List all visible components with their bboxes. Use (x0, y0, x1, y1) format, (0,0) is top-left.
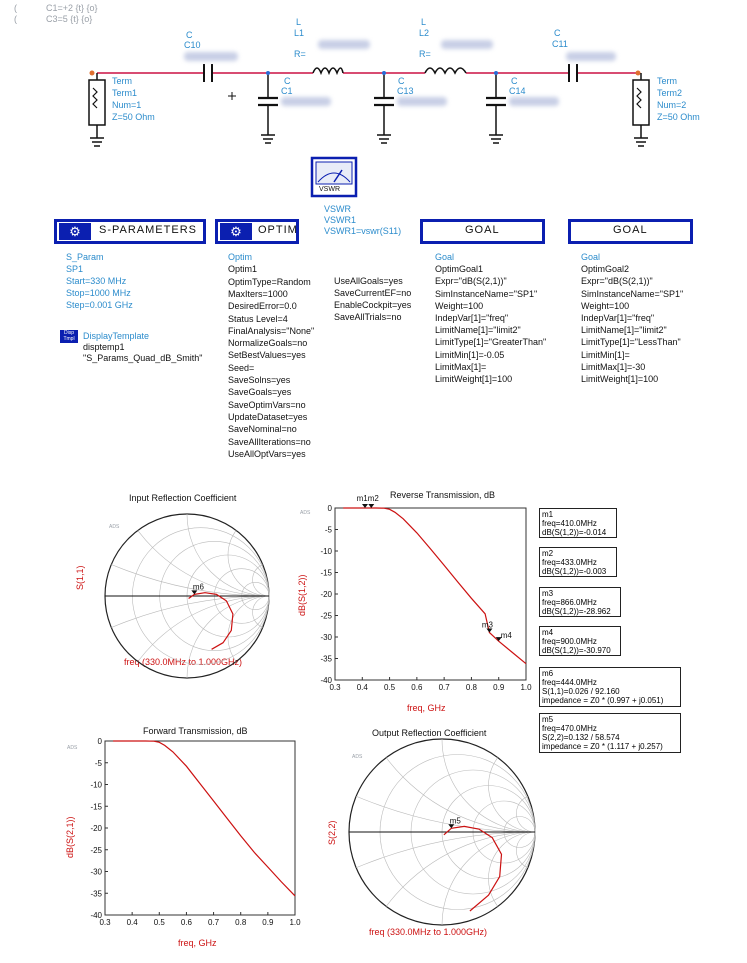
output-smith-marker-label: m5 (449, 816, 461, 826)
goal1-line-4: Weight=100 (435, 300, 484, 311)
l2-type: L (421, 17, 427, 27)
marker-box-m6[interactable]: m6 freq=444.0MHz S(1,1)=0.026 / 92.160 impedance = Z0 * (0.997 + j0.051) (539, 667, 681, 707)
forward-ytick-7: -35 (90, 889, 102, 899)
forward-xtick-1: 0.4 (126, 918, 138, 927)
goal1-line-6: LimitName[1]="limit2" (435, 325, 521, 336)
reverse-xtick-7: 1.0 (520, 683, 532, 692)
input-smith-xlabel: freq (330.0MHz to 1.000GHz) (124, 657, 243, 667)
forward-title: Forward Transmission, dB (143, 726, 248, 736)
c13-name: C13 (397, 86, 414, 96)
optim-line-0: Optim (228, 252, 253, 262)
optim2-line-3: SaveAllTrials=no (334, 312, 402, 322)
output-smith-ads: ADS (352, 754, 363, 760)
output-smith-title: Output Reflection Coefficient (372, 728, 487, 738)
reverse-ytick-4: -20 (320, 590, 332, 599)
reverse-ytick-8: -40 (320, 676, 332, 685)
sparam-line-0: S_Param (66, 252, 104, 262)
goal2-line-7: LimitType[1]="LessThan" (581, 337, 681, 348)
c10-name: C10 (184, 40, 201, 50)
forward-ytick-2: -10 (90, 780, 102, 790)
forward-ytick-1: -5 (94, 758, 102, 768)
input-smith-title: Input Reflection Coefficient (129, 493, 237, 503)
reverse-frame (335, 508, 526, 680)
goal2-label: GOAL (613, 224, 648, 236)
input-smith-x-arc-3-1 (228, 596, 310, 678)
c14-type: C (511, 76, 518, 86)
reverse-xtick-1: 0.4 (356, 683, 368, 692)
reverse-ytick-1: -5 (324, 525, 332, 535)
optim-line-12: SaveOptimVars=no (228, 399, 306, 410)
forward-ytick-3: -15 (90, 802, 102, 812)
goal2-line-9: LimitMax[1]=-30 (581, 361, 646, 372)
reverse-xtick-5: 0.8 (465, 683, 477, 692)
reverse-xtick-0: 0.3 (329, 683, 341, 692)
c1-type: C (284, 76, 291, 86)
reverse-xtick-6: 0.9 (493, 683, 505, 692)
goal2-line-3: SimInstanceName="SP1" (581, 288, 684, 299)
goal2-line-6: LimitName[1]="limit2" (581, 325, 667, 336)
output-smith-x-arc-2-1 (442, 832, 628, 963)
l1-r: R= (294, 49, 306, 59)
goal2-line-8: LimitMin[1]= (581, 349, 630, 360)
optim2-line-0: UseAllGoals=yes (334, 276, 403, 286)
marker-box-m2[interactable]: m2 freq=433.0MHz dB(S(1,2))=-0.003 (539, 547, 617, 577)
reverse-ylabel: dB(S(1,2)) (297, 574, 307, 616)
forward-xtick-4: 0.7 (208, 918, 220, 927)
marker-m1m2-label: m1m2 (356, 494, 379, 503)
marker-m4-label: m4 (500, 631, 512, 641)
goal2-line-2: Expr="dB(S(2,1))" (581, 276, 653, 287)
sparam-label: S-PARAMETERS (99, 224, 197, 236)
output-smith-x-arc-1-1 (349, 832, 721, 963)
optim-line-9: Seed= (228, 362, 255, 373)
var-marker-2: ( (14, 14, 17, 24)
forward-xtick-5: 0.8 (235, 918, 247, 927)
optim-line-11: SaveGoals=yes (228, 387, 292, 398)
reverse-xtick-4: 0.7 (438, 683, 450, 692)
var-eq-1: C1=+2 {t} {o} (46, 3, 98, 13)
c13-type: C (398, 76, 405, 86)
forward-ytick-6: -30 (90, 867, 102, 877)
reverse-ytick-7: -35 (320, 654, 332, 664)
term1-num: Num=1 (112, 100, 142, 110)
output-smith-xlabel: freq (330.0MHz to 1.000GHz) (369, 927, 488, 937)
input-smith-marker-label: m6 (192, 582, 204, 592)
reverse-ytick-0: 0 (327, 504, 332, 513)
optim2-line-2: EnableCockpit=yes (334, 300, 412, 310)
goal1-label: GOAL (465, 224, 500, 236)
c11-type: C (554, 28, 561, 38)
c14-name: C14 (509, 86, 526, 96)
forward-ads: ADS (67, 745, 78, 751)
term2-name: Term2 (657, 88, 683, 98)
term1-name: Term1 (112, 88, 138, 98)
optim-line-4: DesiredError=0.0 (228, 301, 297, 312)
reverse-xtick-2: 0.5 (384, 683, 396, 692)
reverse-ytick-2: -10 (320, 547, 332, 556)
c10-type: C (186, 30, 193, 40)
goal1-line-2: Expr="dB(S(2,1))" (435, 276, 507, 287)
optim-line-13: UpdateDataset=yes (228, 411, 308, 422)
vswr-title: VSWR (324, 204, 351, 214)
l2-name: L2 (419, 28, 430, 38)
forward-xtick-3: 0.6 (180, 918, 192, 927)
reverse-ads: ADS (300, 510, 311, 516)
input-smith-ads: ADS (109, 524, 120, 530)
goal1-line-7: LimitType[1]="GreaterThan" (435, 337, 547, 348)
optim-line-14: SaveNominal=no (228, 424, 297, 435)
optim-line-10: SaveSolns=yes (228, 375, 291, 385)
output-smith-x-arc-3-1 (489, 832, 582, 925)
output-smith-ylabel: S(2,2) (327, 820, 337, 845)
optim-line-1: Optim1 (228, 264, 258, 275)
reverse-ytick-5: -25 (320, 611, 332, 621)
output-smith-x-arc-0-1 (70, 832, 747, 963)
term1-z: Z=50 Ohm (112, 112, 155, 122)
var-eq-2: C3=5 {t} {o} (46, 14, 93, 24)
optim-line-7: NormalizeGoals=no (228, 338, 308, 349)
term2-z: Z=50 Ohm (657, 112, 700, 122)
gear-icon: ⚙ (220, 223, 252, 240)
goal1-line-5: IndepVar[1]="freq" (435, 313, 509, 323)
display-line-0: DisplayTemplate (83, 331, 150, 341)
optim-line-3: MaxIters=1000 (228, 288, 288, 299)
optim-line-5: Status Level=4 (228, 313, 288, 324)
input-smith-ylabel: S(1,1) (75, 565, 85, 590)
marker-box-m4[interactable]: m4 freq=900.0MHz dB(S(1,2))=-30.970 (539, 626, 621, 656)
forward-ytick-4: -20 (90, 824, 102, 833)
vswr-expr: VSWR1=vswr(S11) (324, 226, 402, 236)
term2-num: Num=2 (657, 100, 687, 110)
forward-xtick-6: 0.9 (262, 918, 274, 927)
display-line-1: disptemp1 (83, 342, 125, 352)
display-template-icon[interactable]: Disp Tmpl (60, 330, 78, 343)
vswr-name: VSWR1 (324, 215, 357, 225)
c1-name: C1 (281, 86, 293, 96)
goal1-line-9: LimitMax[1]= (435, 361, 487, 372)
sparam-line-2: Start=330 MHz (66, 276, 127, 286)
var-marker-1: ( (14, 3, 17, 13)
goal2-line-1: OptimGoal2 (581, 264, 630, 275)
l1-name: L1 (294, 28, 305, 38)
output-smith-x-arc-0-0 (70, 0, 747, 832)
l1-type: L (296, 17, 302, 27)
optim-line-15: SaveAllIterations=no (228, 436, 311, 447)
goal2-line-4: Weight=100 (581, 300, 630, 311)
reverse-ytick-6: -30 (320, 633, 332, 642)
marker-m3-label: m3 (481, 620, 493, 630)
sparam-line-1: SP1 (66, 264, 84, 274)
goal2-line-0: Goal (581, 252, 601, 262)
gear-icon: ⚙ (59, 223, 91, 240)
goal2-line-10: LimitWeight[1]=100 (581, 374, 659, 384)
forward-series-line (113, 741, 295, 896)
reverse-xlabel: freq, GHz (407, 703, 446, 713)
l2-r: R= (419, 49, 431, 59)
forward-xtick-2: 0.5 (153, 918, 165, 927)
forward-xlabel: freq, GHz (178, 938, 217, 948)
vswr-icon-label: VSWR (319, 186, 340, 193)
reverse-xtick-3: 0.6 (411, 683, 423, 692)
forward-ytick-0: 0 (97, 737, 102, 746)
input-smith-x-arc-1-0 (105, 268, 433, 596)
optim-line-2: OptimType=Random (228, 276, 311, 287)
forward-ylabel: dB(S(2,1)) (65, 816, 75, 858)
term1-title: Term (112, 76, 132, 86)
goal2-line-5: IndepVar[1]="freq" (581, 313, 655, 323)
forward-xtick-7: 1.0 (289, 918, 301, 927)
forward-xtick-0: 0.3 (99, 918, 111, 927)
optim-label: OPTIM (258, 224, 298, 236)
goal1-line-1: OptimGoal1 (435, 264, 484, 275)
reverse-ytick-3: -15 (320, 568, 332, 578)
marker-box-m1[interactable]: m1 freq=410.0MHz dB(S(1,2))=-0.014 (539, 508, 617, 538)
optim-line-6: FinalAnalysis="None" (228, 325, 315, 336)
optim2-line-1: SaveCurrentEF=no (334, 288, 412, 298)
output-smith-x-arc-1-0 (349, 460, 721, 832)
marker-box-m5[interactable]: m5 freq=470.0MHz S(2,2)=0.132 / 58.574 impedance = Z0 * (1.117 + j0.257) (539, 713, 681, 753)
goal1-line-0: Goal (435, 252, 455, 262)
sparam-line-4: Step=0.001 GHz (66, 300, 133, 310)
optim-line-16: UseAllOptVars=yes (228, 448, 306, 459)
input-smith-x-arc-3-0 (228, 514, 310, 596)
term2-title: Term (657, 76, 677, 86)
display-line-2: "S_Params_Quad_dB_Smith" (83, 353, 203, 363)
marker-box-m3[interactable]: m3 freq=866.0MHz dB(S(1,2))=-28.962 (539, 587, 621, 617)
forward-frame (105, 741, 295, 915)
goal1-line-10: LimitWeight[1]=100 (435, 374, 513, 384)
forward-ytick-8: -40 (90, 911, 102, 920)
goal1-line-3: SimInstanceName="SP1" (435, 288, 538, 299)
reverse-title: Reverse Transmission, dB (390, 490, 496, 500)
optim-line-8: SetBestValues=yes (228, 350, 306, 361)
forward-ytick-5: -25 (90, 845, 102, 855)
goal1-line-8: LimitMin[1]=-0.05 (435, 349, 505, 360)
c11-name: C11 (552, 39, 568, 49)
sparam-line-3: Stop=1000 MHz (66, 288, 131, 298)
